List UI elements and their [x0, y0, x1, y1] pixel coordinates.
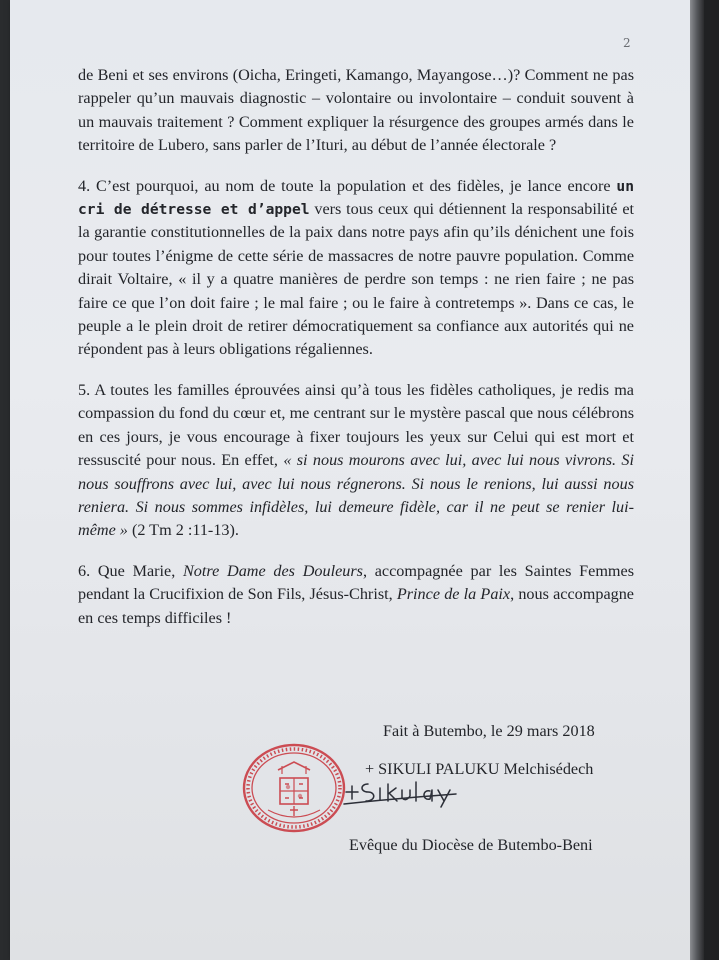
- paragraph-3: [78, 379, 634, 543]
- text-segment: , accompagnée par les Saintes Femmes pendant la Crucifixion de Son Fils, Jésus-Christ,: [78, 561, 634, 604]
- signature-name-line: + SIKULI PALUKU Melchisédech: [365, 760, 594, 778]
- text-segment: « si nous mourons avec lui, avec lui nous vivrons. Si nous souffrons avec lui, avec lui nous régnerons. Si nous le renions, lui aussi nous reniera. Si nous sommes infidèles, lui demeure fidèle, car il ne peut se renier lui-même »: [78, 451, 635, 540]
- text-segment: , nous accompagne en ces temps difficiles !: [78, 585, 634, 627]
- text-segment: Prince de la Paix: [396, 585, 511, 604]
- paragraph-4: [78, 560, 634, 630]
- signature-title-line: Evêque du Diocèse de Butembo-Beni: [349, 836, 593, 854]
- page-edge-shadow: [690, 0, 704, 960]
- document-page: [10, 0, 690, 960]
- signature-date-line: Fait à Butembo, le 29 mars 2018: [383, 722, 595, 740]
- text-segment: 5. A toutes les familles éprouvées ainsi qu’à tous les fidèles catholiques, je redis ma compassion du fond du cœur et, me centrant sur le mystère pascal que nous célébrons en ces jours, je vous encourage à fixer toujours les yeux sur Celui qui est mort et ressuscité pour nous. En effet,: [78, 380, 634, 470]
- text-segment: 4. C’est pourquoi, au nom de toute la population et des fidèles, je lance encore: [78, 176, 617, 195]
- text-segment: de Beni et ses environs (Oicha, Eringeti, Kamango, Mayangose…)? Comment ne pas rappeler qu’un mauvais diagnostic – volontaire ou involontaire – conduit souvent à un mauvais traitement ? Comment expliquer la résurgence des groupes armés dans le territoire de Lubero, sans parler de l’Ituri, au début de l’année électorale ?: [78, 66, 634, 155]
- text-segment: (2 Tm 2 :11-13).: [127, 521, 239, 540]
- text-segment: Notre Dame des Douleurs: [183, 561, 363, 580]
- handwritten-signature: [340, 774, 460, 808]
- page-number: 2: [623, 36, 631, 50]
- paragraph-2: [78, 175, 634, 362]
- text-segment: vers tous ceux qui détiennent la responsabilité et la garantie constitutionnelles de la paix dans notre pays afin qu’ils dénichent une fois pour toutes l’énigme de cette série de massacres de notre pauvre population. Comme dirait Voltaire, « il y a quatre manières de perdre son temps : ne rien faire ; ne pas faire ce que l’on doit faire ; le mal faire ; ou le faire à contretemps ». Dans ce cas, le peuple a le plein droit de retirer démocratiquement sa confiance aux autorités qui ne répondent pas à leurs obligations régaliennes.: [78, 200, 634, 359]
- document-body: [78, 64, 634, 647]
- episcopal-seal-stamp: [238, 740, 350, 836]
- paragraph-1: [78, 64, 634, 158]
- text-segment: 6. Que Marie,: [78, 561, 183, 580]
- text-segment: un cri de détresse et d’appel: [78, 177, 634, 219]
